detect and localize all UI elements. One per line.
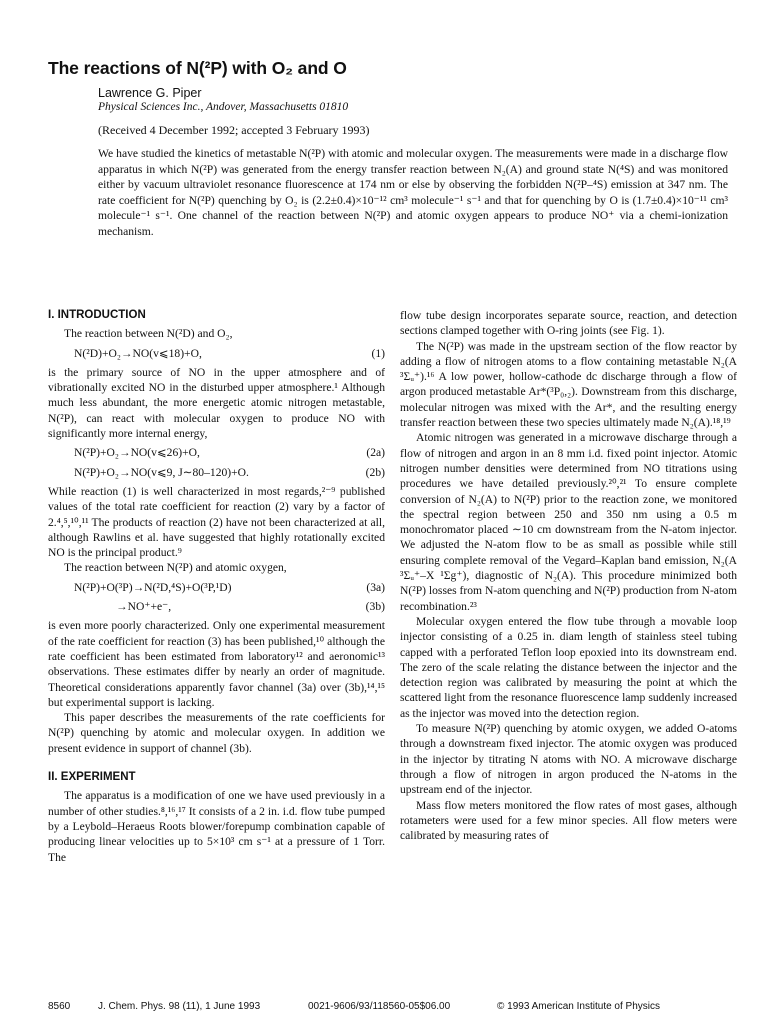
paragraph: The N(²P) was made in the upstream section of the flow reactor by adding a flow of nitrogen atoms to a flow containing metastable N₂(A ³Σᵤ⁺).¹⁶ A low power, hollow-cathode dc discharge through a flow of argon produced metastable Ar*(³P₀,₂). Downstream from this discharge, molecular nitrogen was mixed with the Ar*, and the resulting energy transfer reaction between these two species ultimately made N₂(A).¹⁸,¹⁹ [400,339,737,430]
equation-3a [48,580,385,595]
equation-number: (2a) [366,446,385,460]
equation-text: N(²P)+O(³P)→N(²D,⁴S)+O(³P,¹D) [74,580,232,594]
paragraph: is the primary source of NO in the upper atmosphere and of vibrationally excited NO in the disturbed upper atmosphere.¹ Although much less abundant, the more energetic atomic nitrogen metastable, N(²P), can react with molecular oxygen to produce NO with significantly more internal energy, [48,365,385,441]
paper-title: The reactions of N(²P) with O₂ and O [48,58,347,78]
equation-text: N(²D)+O₂→NO(v⩽18)+O, [74,346,202,360]
paragraph: is even more poorly characterized. Only one experimental measurement of the rate coefficient for reaction (3) has been published,¹⁰ although the rate coefficient has been estimated from laboratory¹² and aeronomic¹³ observations. These estimates differ by nearly an order of magnitude. Theoretical considerations apparently favor channel (3a) over (3b),¹⁴,¹⁵ but experimental support is lacking. [48,619,385,709]
equation-2a [48,445,385,460]
author-affiliation: Physical Sciences Inc., Andover, Massachusetts 01810 [98,101,349,113]
section-heading-experiment: II. EXPERIMENT [48,771,136,784]
article-code: 0021-9606/93/118560-05$06.00 [308,1001,451,1012]
author-name: Lawrence G. Piper [98,86,202,100]
equation-1 [48,346,385,361]
paragraph: Atomic nitrogen was generated in a microwave discharge through a flow of nitrogen and argon in an 8 mm i.d. fixed point injector. Atomic nitrogen number densities were determined from NO titrations using procedures we have detailed previously.²⁰,²¹ To ensure complete conversion of N₂(A) to N(²P) prior to the reaction zone, we monitored the spectral region between 250 and 350 nm using a 0.5 m monochromator placed ∼10 cm downstream from the N-atom injector. We adjusted the N-atom flow to be as small as possible while still ensuring complete removal of the Vegard–Kaplan band emission, N₂(A ³Σᵤ⁺–X ¹Σg⁺), diagnostic of N₂(A). This procedure minimized both N(²P) losses from N-atom quenching and N(²P) production from N-atom recombination.²³ [400,431,737,613]
paragraph: To measure N(²P) quenching by atomic oxygen, we added O-atoms through a downstream fixed injector. The atomic oxygen was produced in the injector by titrating N atoms with NO. A microwave discharge through a flow of nitrogen in argon produced the N-atoms in the upstream end of the injector. [400,722,737,797]
equation-number: (1) [371,346,385,360]
equation-text: →NO⁺+e⁻, [116,600,172,614]
journal-citation: J. Chem. Phys. 98 (11), 1 June 1993 [98,1001,261,1012]
copyright-notice: © 1993 American Institute of Physics [497,1001,661,1012]
equation-2b [48,465,385,480]
section-heading-introduction: I. INTRODUCTION [48,309,146,321]
equation-number: (3b) [365,600,385,614]
equation-number: (2b) [365,465,385,479]
paragraph: The reaction between N(²P) and atomic oxygen, [64,561,287,575]
paragraph: Mass flow meters monitored the flow rates of most gases, although rotameters were used for a few minor species. All flow meters were calibrated by measuring rates of [400,798,737,843]
equation-text: N(²P)+O₂→NO(v⩽9, J∼80–120)+O. [74,465,249,479]
page-number: 8560 [48,1001,71,1012]
paragraph: Molecular oxygen entered the flow tube through a movable loop injector consisting of a 0.25 in. diam length of stainless steel tubing capped with a perforated Teflon loop epoxied into its downstream end. The zero of the scale relating the distance between the injector and the detection region was calibrated by measuring the point at which the scattered light from the resonance fluorescence lamp suddenly increased as the injector was moved into the detection region. [400,614,737,720]
received-dates: (Received 4 December 1992; accepted 3 February 1993) [98,123,370,137]
equation-3b [48,599,385,614]
equation-number: (3a) [366,580,385,594]
paragraph: This paper describes the measurements of the rate coefficients for N(²P) quenching by atomic and molecular oxygen. In addition we present evidence in support of channel (3b). [48,711,385,755]
equation-text: N(²P)+O₂→NO(v⩽26)+O, [74,446,200,460]
paragraph: flow tube design incorporates separate source, reaction, and detection sections clamped together with O-ring joints (see Fig. 1). [400,309,737,338]
abstract: We have studied the kinetics of metastable N(²P) with atomic and molecular oxygen. The measurements were made in a discharge flow apparatus in which N(²P) was generated from the energy transfer reaction between N₂(A) and ground state N(⁴S) and was monitored either by vacuum ultraviolet resonance fluorescence at 174 nm or else by observing the forbidden N(²P–⁴S) emission at 347 nm. The rate coefficient for N(²P) quenching by O₂ is (2.2±0.4)×10⁻¹² cm³ molecule⁻¹ s⁻¹ and that for quenching by O is (1.7±0.4)×10⁻¹¹ cm³ molecule⁻¹ s⁻¹. One channel of the reaction between N(²P) and atomic oxygen appears to produce NO⁺ via a chemi-ionization mechanism. [98,147,728,238]
right-column [400,308,737,843]
left-column [48,308,385,865]
paragraph: The apparatus is a modification of one we have used previously in a number of other studies.⁸,¹⁶,¹⁷ It consists of a 2 in. i.d. flow tube pumped by a Leybold–Heraeus Roots blower/forepump combination capable of producing linear velocities up to 5×10³ cm s⁻¹ at a pressure of 1 Torr. The [48,789,385,864]
paragraph: While reaction (1) is well characterized in most regards,²⁻⁹ published values of the total rate coefficient for reaction (2) vary by a factor of 2.⁴,⁵,¹⁰,¹¹ The products of reaction (2) have not been characterized at all, although Rawlins et al. have suggested that highly rotationally excited NO is the principal product.⁹ [48,484,385,560]
paragraph: The reaction between N(²D) and O₂, [64,327,233,341]
